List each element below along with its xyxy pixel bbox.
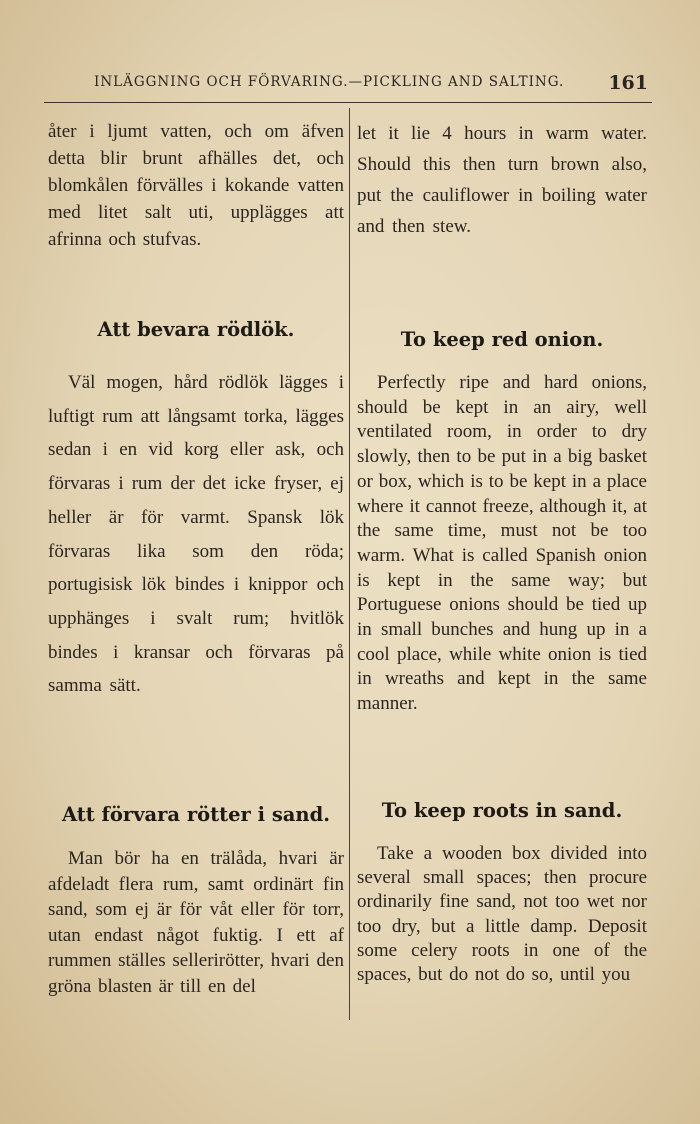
swedish-intro-paragraph: åter i ljumt vatten, och om äfven detta blir brunt afhälles det, och blomkålen förvälles i kokande vatten med litet salt uti, upplägges att afrinna och stufvas.: [48, 121, 344, 250]
english-roots-paragraph: Take a wooden box divided into several small spaces; then procure ordinarily fine sand, not too wet nor too dry, but a little damp. Deposit some celery roots in one of the spaces, but do not do so, until you: [357, 843, 647, 986]
english-heading-red-onion: To keep red onion.: [400, 328, 604, 351]
swedish-heading-red-onion: Att bevara rödlök.: [97, 318, 295, 341]
english-red-onion-paragraph: Perfectly ripe and hard onions, should be kept in an airy, well ventilated room, in order to dry slowly, then to be put in a big basket or box, which is to be kept in a place where it cannot freeze, although it, at the same time, must not be too warm. What is called Spanish onion is kept in the same way; but Portuguese onions should be tied up in small bunches and hung up in a cool place, while white onion is tied in wreaths and kept in the same manner.: [357, 372, 647, 715]
swedish-roots-paragraph: Man bör ha en trälåda, hvari är afdeladt flera rum, samt ordinärt fin sand, som ej är för våt eller för torr, utan endast något fuktig. I ett af rummen ställes sellerirötter, hvari den gröna blasten är till en del: [48, 848, 344, 997]
column-divider: [349, 108, 350, 1020]
page-header: [44, 68, 652, 103]
english-intro-paragraph: let it lie 4 hours in warm water. Should this then turn brown also, put the cauliflower in boiling water and then stew.: [357, 123, 647, 237]
swedish-red-onion-paragraph: Väl mogen, hård rödlök lägges i luftigt rum att långsamt torka, lägges sedan i en vid korg eller ask, och förvaras i rum der det icke fryser, ej heller är för varmt. Spansk lök förvaras lika som den röda; portugisisk lök bindes i knippor och upphänges i svalt rum; hvitlök bindes i kransar och förvaras på samma sätt.: [48, 372, 344, 697]
page-number: 161: [608, 72, 648, 94]
english-heading-roots-in-sand: To keep roots in sand.: [381, 799, 623, 822]
running-head: INLÄGGNING OCH FÖRVARING.—PICKLING AND SALTING.: [94, 74, 565, 90]
swedish-heading-roots-in-sand: Att förvara rötter i sand.: [61, 803, 331, 826]
